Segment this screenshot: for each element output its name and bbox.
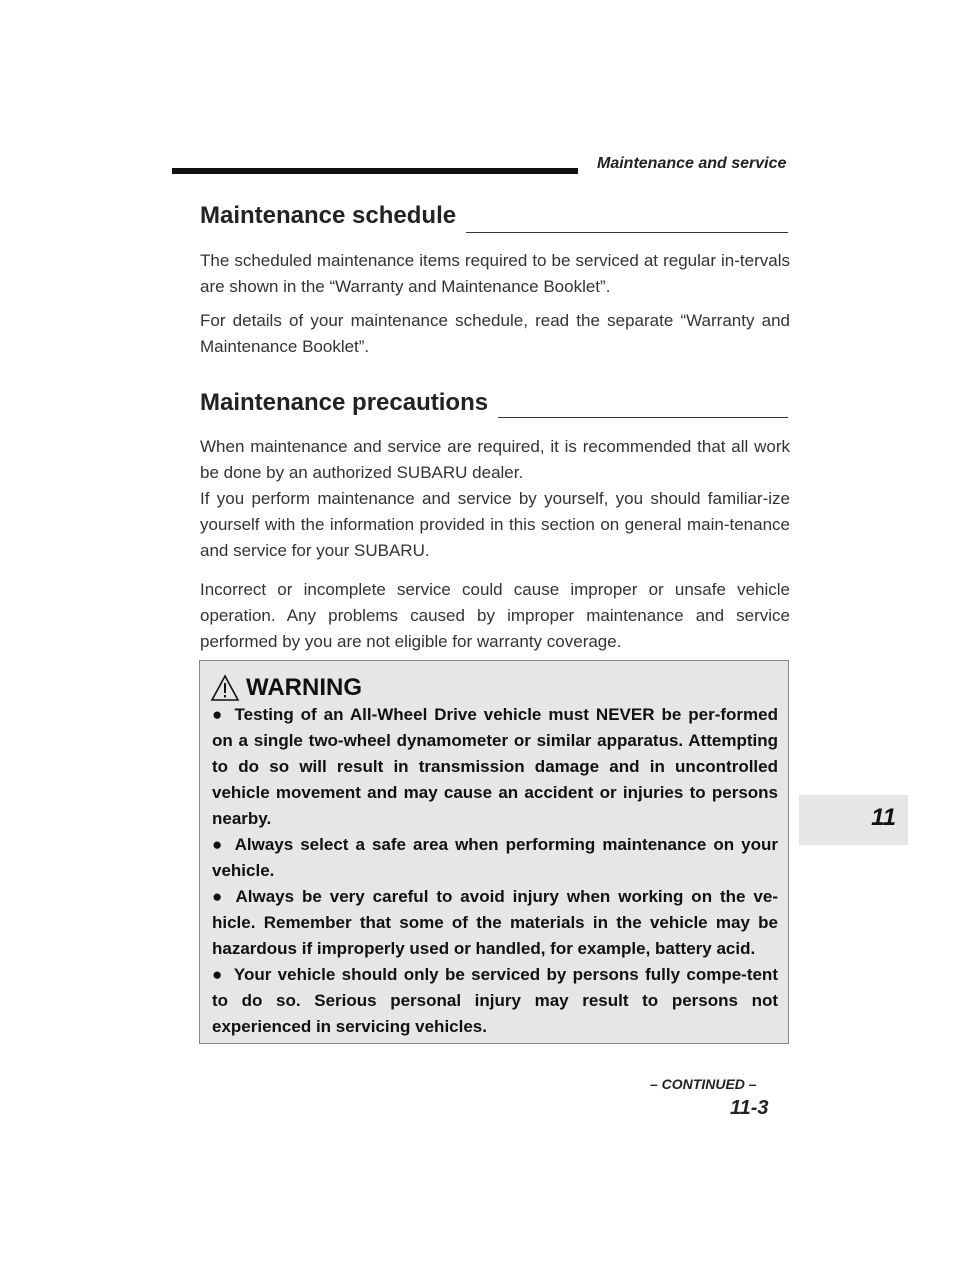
bullet-icon: ●: [212, 965, 224, 984]
section-title-schedule: Maintenance schedule: [200, 202, 457, 229]
continued-label: – CONTINUED –: [650, 1076, 757, 1092]
section-title-precautions: Maintenance precautions: [200, 389, 489, 416]
page-number: 11-3: [730, 1097, 769, 1119]
bullet-icon: ●: [212, 705, 225, 724]
warning-item-text: Your vehicle should only be serviced by persons fully compe-tent to do so. Serious personal injury may result to persons not experienced in servicing vehicles.: [212, 965, 778, 1036]
warning-item: [212, 884, 778, 962]
warning-item: [212, 702, 778, 832]
warning-title: WARNING: [246, 674, 362, 701]
paragraph: When maintenance and service are required, it is recommended that all work be done by an authorized SUBARU dealer.: [200, 437, 790, 482]
paragraph: If you perform maintenance and service by yourself, you should familiar-ize yourself with the information provided in this section on general main-tenance and service for your SUBARU.: [200, 489, 790, 560]
warning-item: [212, 962, 778, 1040]
running-header: Maintenance and service: [597, 155, 787, 172]
header-rule: [172, 168, 578, 174]
warning-item-text: Testing of an All-Wheel Drive vehicle must NEVER be per-formed on a single two-wheel dynamometer or similar apparatus. Attempting to do so will result in transmission damage and in uncontrolled vehicle movement and may cause an accident or injuries to persons nearby.: [212, 705, 778, 828]
warning-item-text: Always be very careful to avoid injury when working on the ve-hicle. Remember that some of the materials in the vehicle may be hazardous if improperly used or handled, for example, battery acid.: [212, 887, 778, 958]
warning-item-text: Always select a safe area when performing maintenance on your vehicle.: [212, 835, 778, 880]
bullet-icon: ●: [212, 887, 226, 906]
paragraph: For details of your maintenance schedule, read the separate “Warranty and Maintenance Booklet”.: [200, 311, 790, 356]
title-rule: [498, 417, 788, 418]
paragraph: The scheduled maintenance items required to be serviced at regular in-tervals are shown in the “Warranty and Maintenance Booklet”.: [200, 251, 790, 296]
title-rule: [466, 232, 788, 233]
paragraph: Incorrect or incomplete service could cause improper or unsafe vehicle operation. Any problems caused by improper maintenance and service performed by you are not eligible for warranty coverage.: [200, 580, 790, 651]
chapter-tab: [799, 795, 908, 845]
warning-item: [212, 832, 778, 884]
warning-list: [212, 702, 778, 1040]
warning-box: [199, 660, 789, 1044]
warning-triangle-icon: [210, 674, 240, 702]
chapter-number: 11: [871, 804, 896, 831]
bullet-icon: ●: [212, 835, 225, 854]
warning-header: [210, 673, 362, 703]
